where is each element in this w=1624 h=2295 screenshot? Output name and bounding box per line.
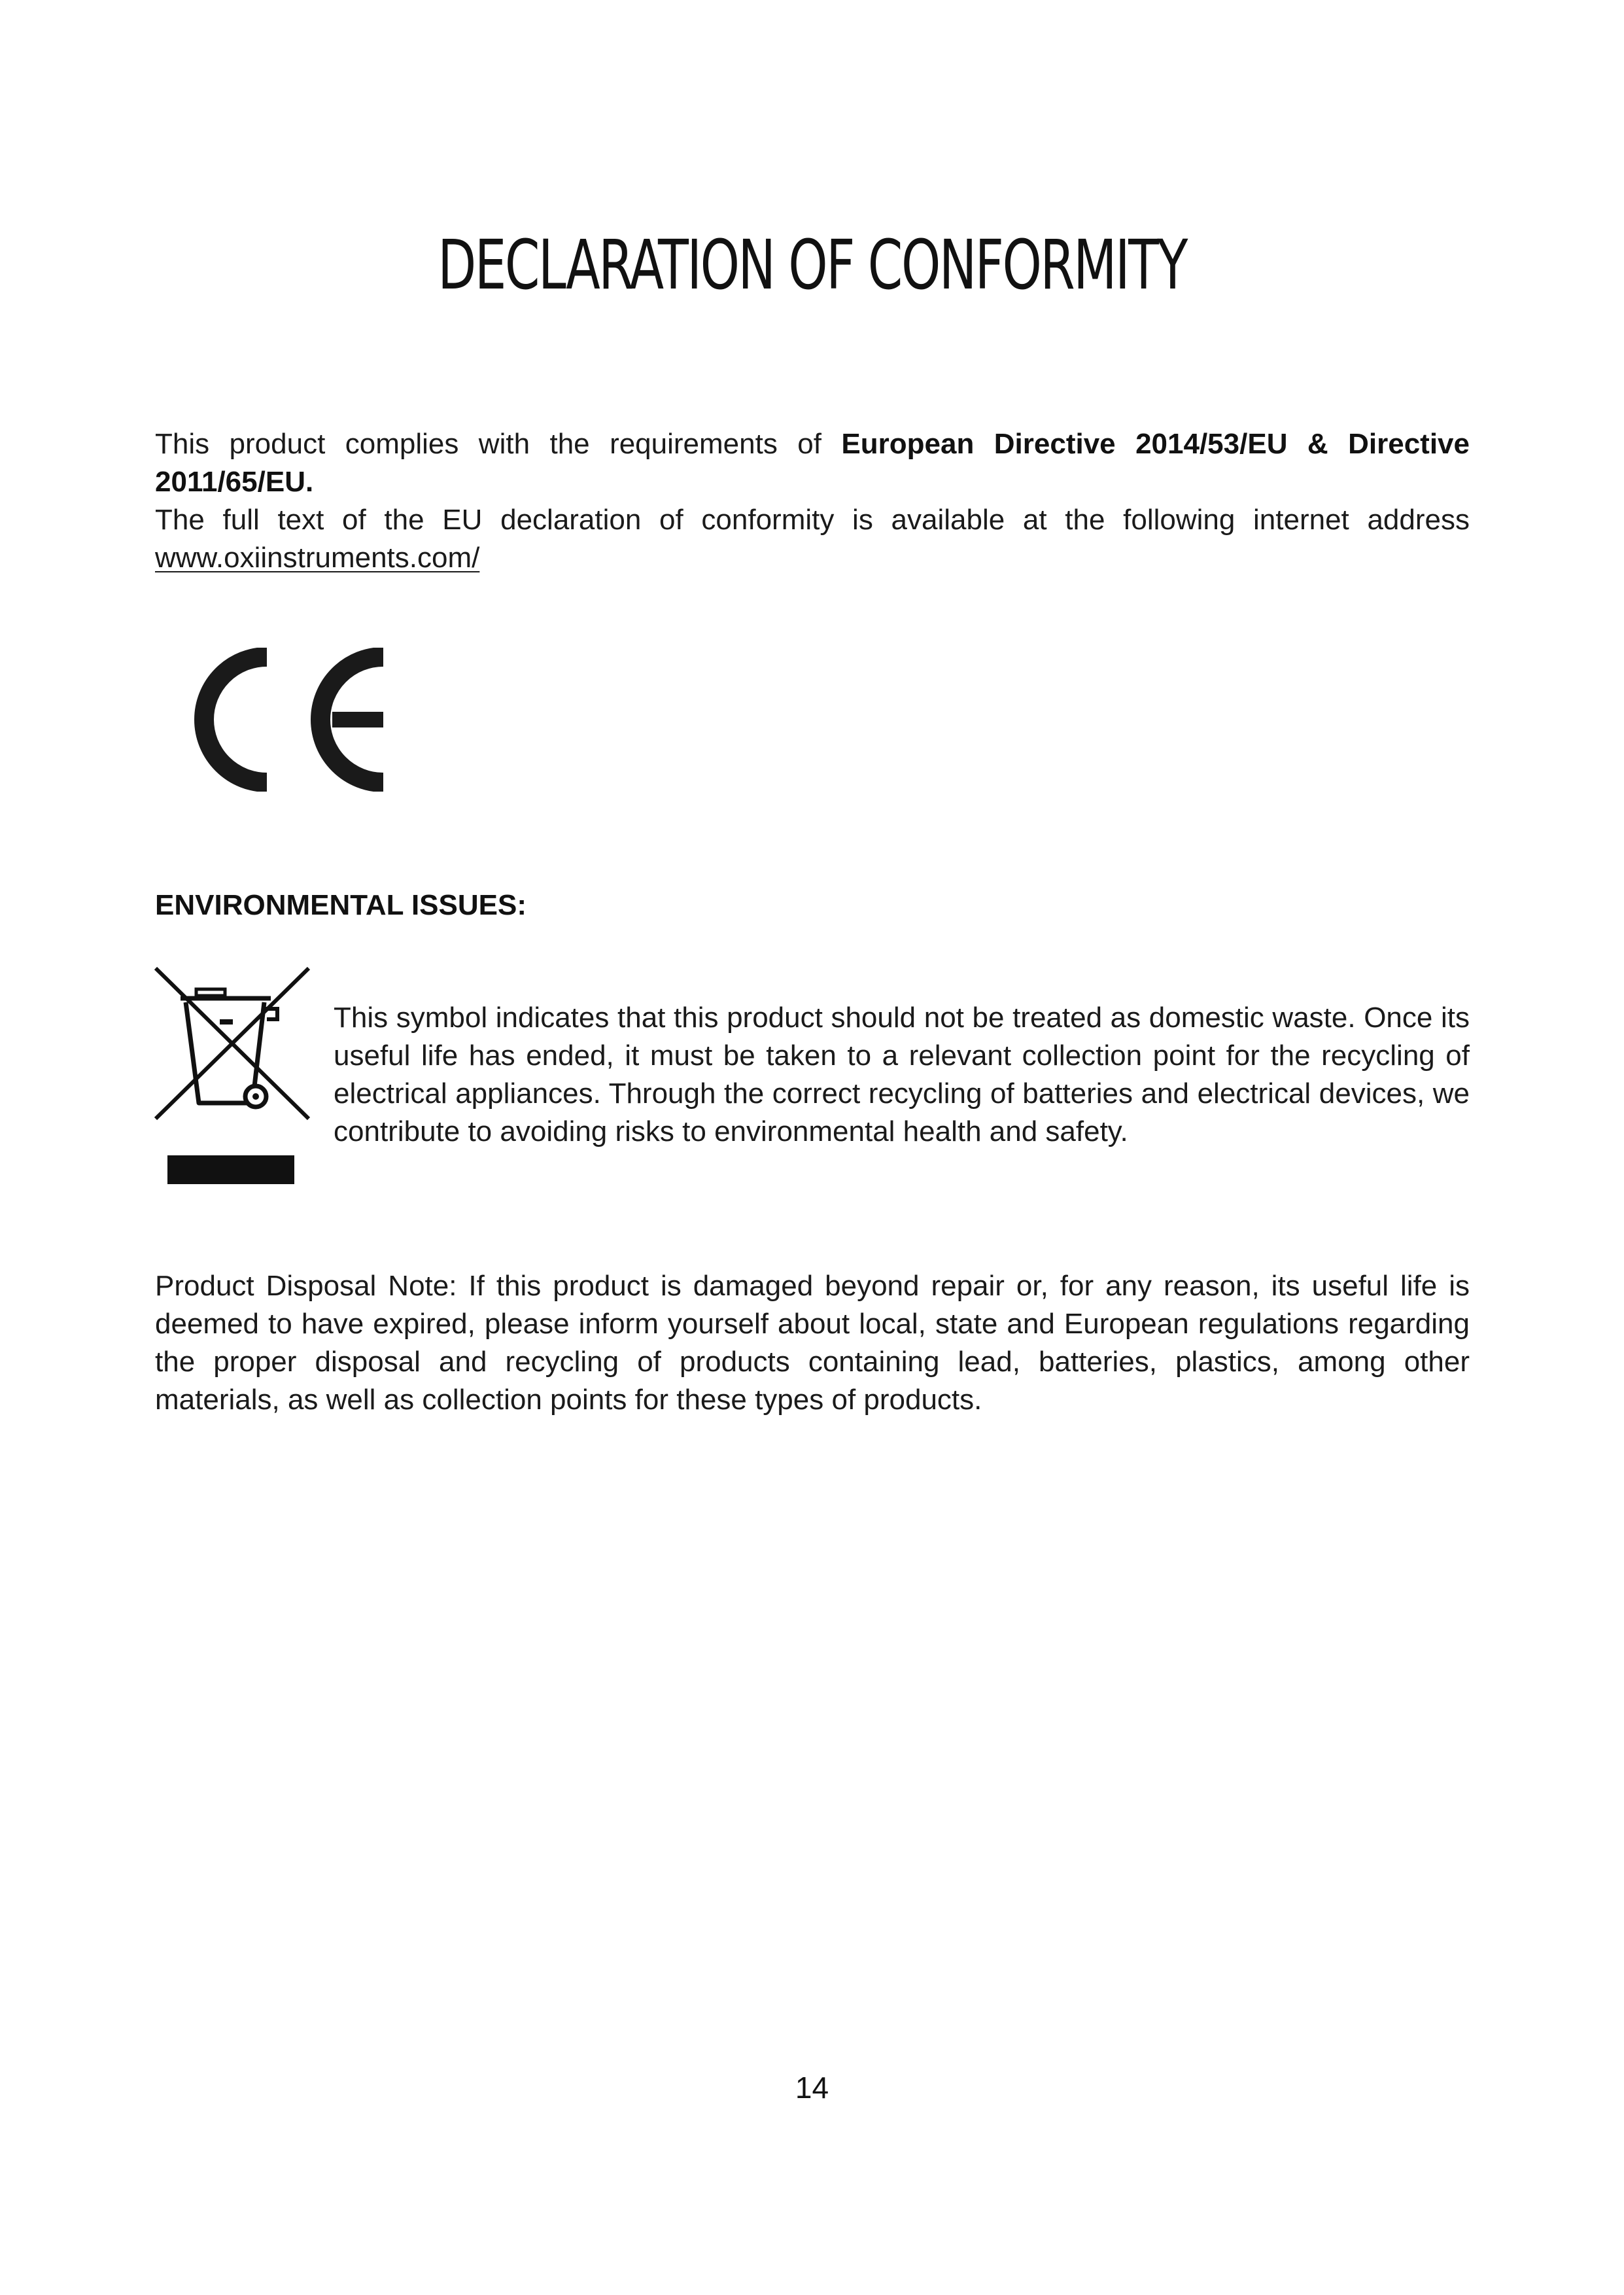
page-number: 14	[795, 2071, 829, 2105]
page-title: DECLARATION OF CONFORMITY	[438, 225, 1186, 305]
compliance-paragraph	[155, 425, 1470, 501]
crossed-out-wheelie-bin-icon	[154, 967, 311, 1189]
compliance-prefix: This product complies with the requirements of	[155, 428, 842, 460]
availability-paragraph	[155, 501, 1470, 577]
directive-references: European Directive 2014/53/EU & Directive 2011/65/EU.	[155, 428, 1470, 498]
conformity-statement	[155, 425, 1470, 577]
product-disposal-note: Product Disposal Note: If this product is damaged beyond repair or, for any reason, its useful life is deemed to have expired, please inform yourself about local, state and European regulations regarding the proper disposal and recycling of products containing lead, batteries, plastics, among other materials, as well as collection points for these types of products.	[155, 1270, 1470, 1416]
availability-text: The full text of the EU declaration of conformity is available at the following internet address	[155, 504, 1470, 536]
ce-mark-icon	[194, 648, 390, 792]
environmental-heading: ENVIRONMENTAL ISSUES:	[155, 889, 527, 921]
weee-symbol-description: This symbol indicates that this product should not be treated as domestic waste. Once its useful life has ended, it must be taken to a relevant collection point for the recycling of electrical appliances. Through the correct recycling of batteries and electrical devices, we contribute to avoiding risks to environmental health and safety.	[334, 1002, 1470, 1148]
oxi-website-link[interactable]: www.oxiinstruments.com/	[155, 542, 480, 574]
